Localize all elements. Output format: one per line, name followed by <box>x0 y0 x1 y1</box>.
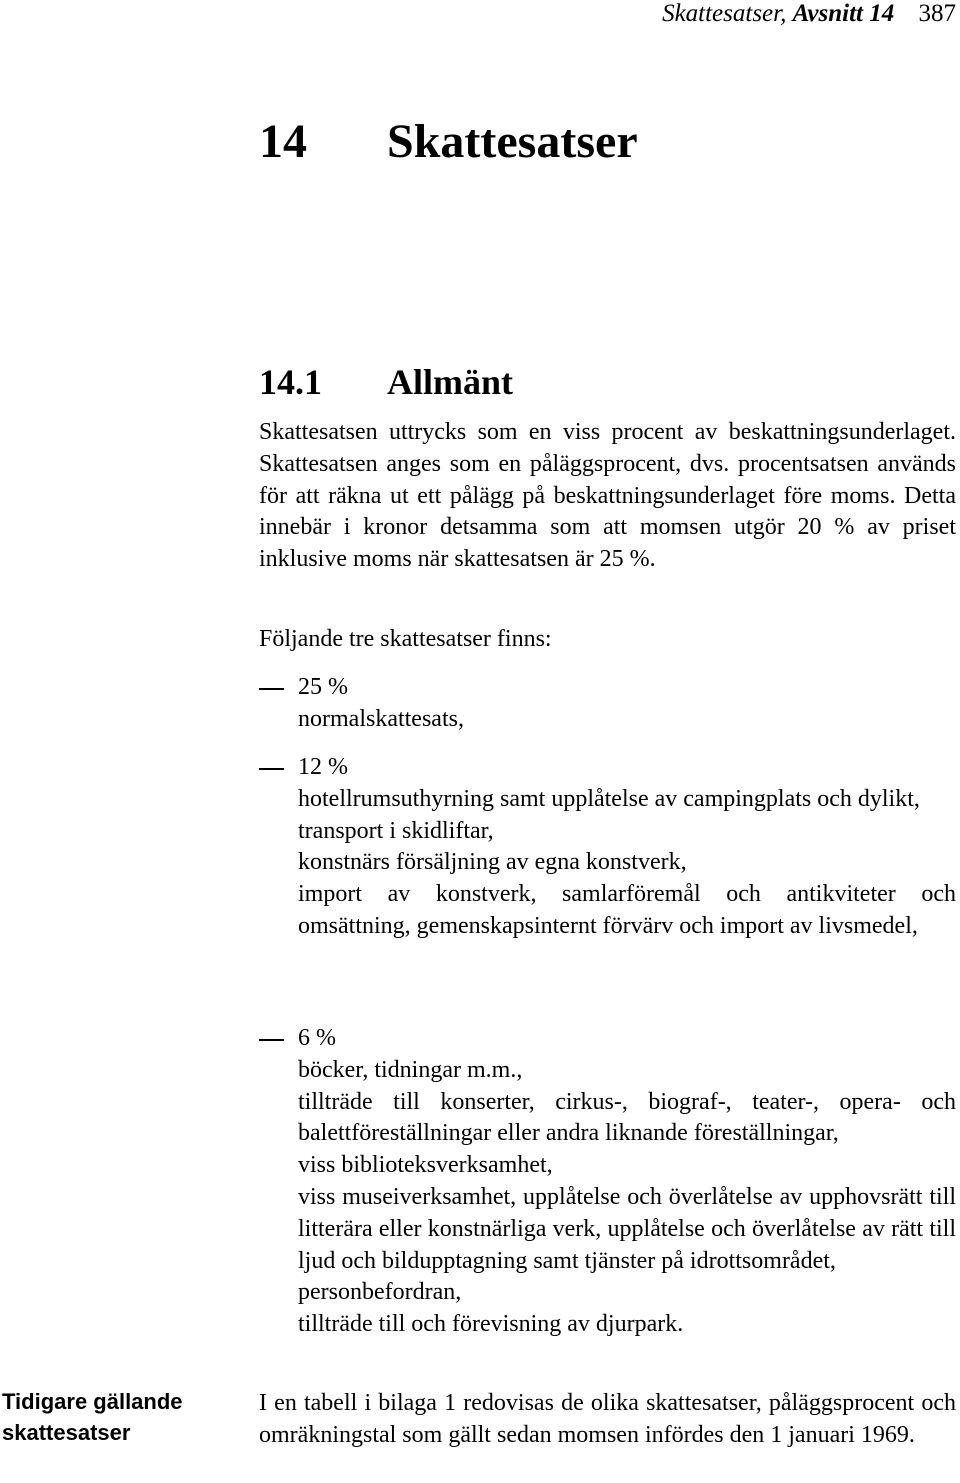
description-line: hotellrumsuthyrning samt upplåtelse av campingplats och dylikt, <box>298 785 920 812</box>
description-line: böcker, tidningar m.m., <box>298 1056 523 1083</box>
rate-value: 25 % <box>298 674 348 700</box>
description-line: tillträde till och förevisning av djurpark. <box>298 1311 684 1338</box>
rate-value: 6 % <box>298 1025 336 1051</box>
description-line: tillträde till konserter, cirkus-, biograf-, teater-, opera- och balettföreställningar eller andra liknande föreställningar, <box>298 1088 956 1147</box>
description-line: transport i skidliftar, <box>298 817 494 844</box>
description-line: normalskattesats, <box>298 705 464 732</box>
section-number: 14.1 <box>259 362 322 402</box>
running-header-section: Avsnitt 14 <box>792 0 895 27</box>
closing-paragraph: I en tabell i bilaga 1 redovisas de olika skattesatser, påläggsprocent och omräkningstal som gällt sedan momsen infördes den 1 januari 1969. <box>259 1390 956 1448</box>
chapter-number: 14 <box>259 115 307 168</box>
rate-description <box>298 784 956 943</box>
rate-description <box>298 704 956 736</box>
margin-note: Tidigare gällande skattesatser <box>2 1389 183 1445</box>
chapter-title: Skattesatser <box>387 115 638 168</box>
description-line: import av konstverk, samlarföremål och antikviteter och omsättning, gemenskapsinternt förvärv och import av livsmedel, <box>298 881 956 939</box>
description-line: personbefordran, <box>298 1279 462 1306</box>
chapter-heading <box>259 112 638 172</box>
list-intro-paragraph: Följande tre skattesatser finns: <box>259 626 552 652</box>
dash-bullet <box>259 768 284 770</box>
description-line: viss museiverksamhet, upplåtelse och överlåtelse av upphovsrätt till litterära eller konstnärliga verk, upplåtelse och överlåtelse av rätt till ljud och bildupptagning samt tjänster på idrottsområdet, <box>298 1183 956 1274</box>
dash-bullet <box>259 688 284 690</box>
description-line: konstnärs försäljning av egna konstverk, <box>298 849 687 876</box>
running-header <box>662 0 956 28</box>
intro-paragraph: Skattesatsen uttrycks som en viss procent av beskattningsunderlaget. Skattesatsen anges som en påläggsprocent, dvs. procentsatsen används för att räkna ut ett pålägg på beskattningsunderlaget före moms. Detta innebär i kronor detsamma som att momsen utgör 20 % av priset inklusive moms när skattesatsen är 25 %. <box>259 419 956 573</box>
dash-bullet <box>259 1039 284 1041</box>
rate-description <box>298 1055 956 1341</box>
running-header-title: Skattesatser, <box>662 0 787 27</box>
section-heading <box>259 360 513 404</box>
description-line: viss biblioteksverksamhet, <box>298 1152 553 1179</box>
page-number: 387 <box>918 0 956 27</box>
rate-value: 12 % <box>298 754 348 780</box>
section-title: Allmänt <box>387 362 513 402</box>
